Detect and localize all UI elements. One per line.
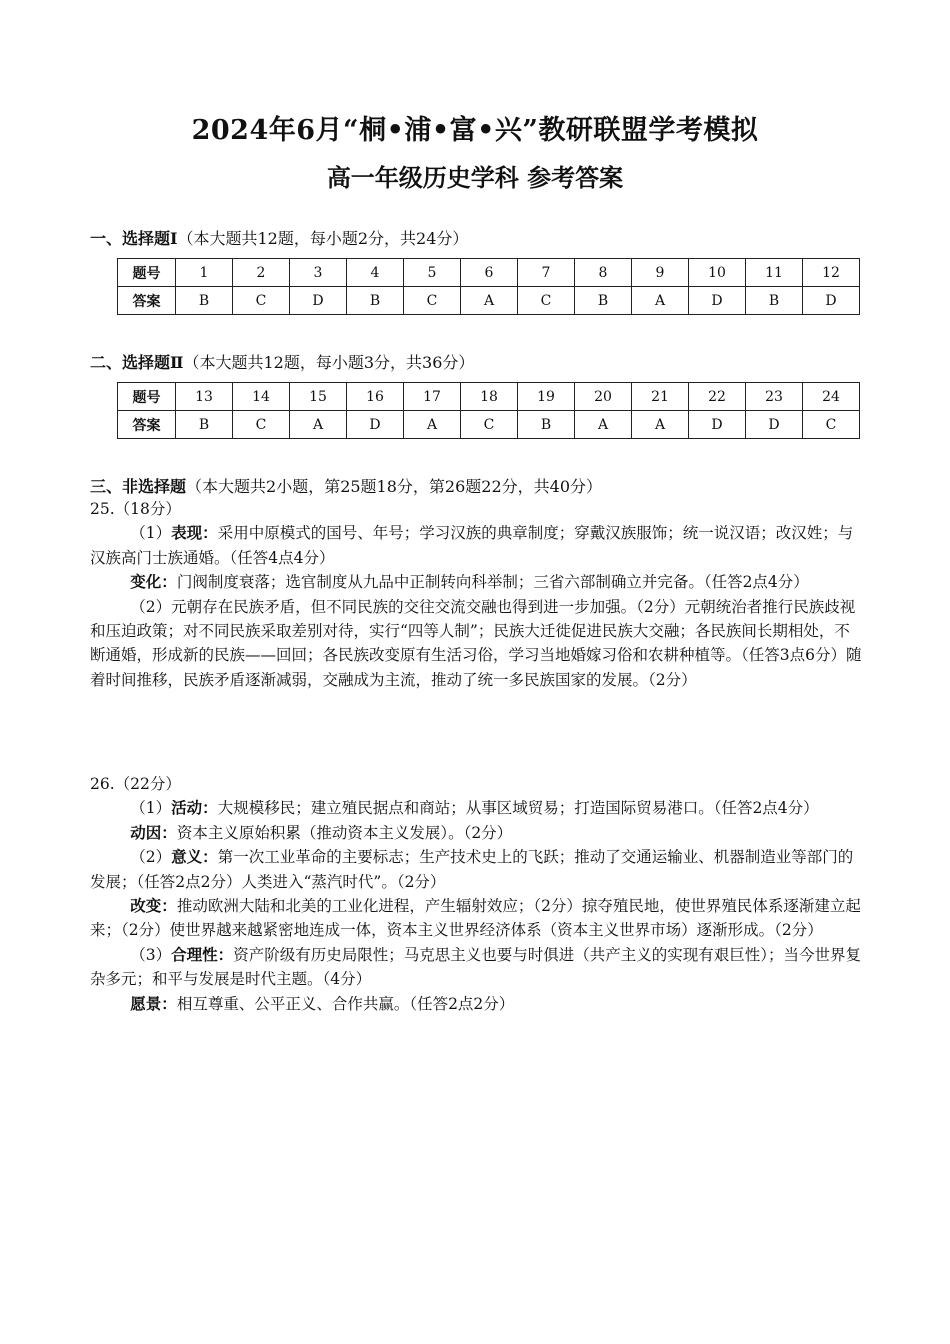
table-cell: C <box>461 411 518 439</box>
table-cell: 22 <box>689 383 746 411</box>
table-cell: B <box>746 287 803 315</box>
question-26-heading: 26.（22分） <box>90 775 181 793</box>
answer-text: 推动欧洲大陆和北美的工业化进程，产生辐射效应；（2分）掠夺殖民地，使世界殖民体系逐渐建立起来；（2分）使世界越来越紧密地连成一体，资本主义世界经济体系（资本主义世界市场）逐渐形成。（2分） <box>90 897 861 940</box>
table-cell: 23 <box>746 383 803 411</box>
section-2-label: 二、选择题Ⅱ <box>90 353 184 372</box>
table-cell: 14 <box>233 383 290 411</box>
table-cell: D <box>689 287 746 315</box>
part-number: （2） <box>130 848 172 867</box>
table-cell: C <box>233 411 290 439</box>
question-26-part-3-vision <box>90 992 862 1016</box>
table-cell: A <box>575 411 632 439</box>
answer-text: 门阀制度衰落；选官制度从九品中正制转向科举制；三省六部制确立并完备。（任答2点4分） <box>176 573 809 592</box>
answer-text: 相互尊重、公平正义、合作共赢。（任答2点2分） <box>176 994 515 1013</box>
answer-text: 资本主义原始积累（推动资本主义发展）。（2分） <box>176 823 513 842</box>
table-cell: 1 <box>176 259 233 287</box>
question-25-part-1 <box>90 521 862 570</box>
part-number: （1） <box>130 524 172 543</box>
table-row-answers <box>118 411 860 439</box>
table-cell: 7 <box>518 259 575 287</box>
section-1-label: 一、选择题Ⅰ <box>90 229 178 248</box>
keyword: 改变： <box>130 897 177 916</box>
table-cell: B <box>518 411 575 439</box>
page-title: 2024年6月“桐•浦•富•兴”教研联盟学考模拟 <box>191 115 759 146</box>
part-number: （3） <box>130 945 172 964</box>
question-26-part-2 <box>90 845 862 894</box>
keyword: 变化： <box>130 573 177 592</box>
row-header-answer: 答案 <box>118 287 176 315</box>
table-cell: 15 <box>290 383 347 411</box>
section-1-note: （本大题共12题，每小题2分，共24分） <box>177 229 469 248</box>
question-26-part-2-change <box>90 894 862 943</box>
table-cell: D <box>803 287 860 315</box>
table-cell: D <box>746 411 803 439</box>
table-cell: 2 <box>233 259 290 287</box>
keyword: 活动： <box>171 799 218 818</box>
table-cell: A <box>632 411 689 439</box>
row-header-answer: 答案 <box>118 411 176 439</box>
table-cell: 3 <box>290 259 347 287</box>
table-cell: 17 <box>404 383 461 411</box>
section-2-answer-table <box>117 382 860 439</box>
section-3-label: 三、非选择题 <box>90 477 187 496</box>
table-cell: C <box>233 287 290 315</box>
table-cell: 18 <box>461 383 518 411</box>
table-cell: D <box>347 411 404 439</box>
table-cell: 19 <box>518 383 575 411</box>
keyword: 动因： <box>130 823 177 842</box>
table-cell: 5 <box>404 259 461 287</box>
part-number: （1） <box>130 799 172 818</box>
table-cell: B <box>575 287 632 315</box>
table-cell: A <box>461 287 518 315</box>
table-cell: B <box>347 287 404 315</box>
table-row-numbers <box>118 259 860 287</box>
question-26-part-1-cause <box>90 821 862 845</box>
section-1-heading <box>90 226 468 249</box>
table-cell: B <box>176 411 233 439</box>
question-25-part-1-change <box>90 570 862 594</box>
keyword: 表现： <box>171 524 218 543</box>
table-cell: C <box>803 411 860 439</box>
question-26-part-3 <box>90 943 862 992</box>
table-cell: 6 <box>461 259 518 287</box>
table-row-numbers <box>118 383 860 411</box>
table-cell: 4 <box>347 259 404 287</box>
page-subtitle: 高一年级历史学科 参考答案 <box>326 163 624 192</box>
table-cell: C <box>404 287 461 315</box>
keyword: 合理性： <box>171 945 234 964</box>
table-cell: 12 <box>803 259 860 287</box>
table-cell: 13 <box>176 383 233 411</box>
table-cell: A <box>632 287 689 315</box>
table-cell: A <box>404 411 461 439</box>
table-cell: 20 <box>575 383 632 411</box>
keyword: 意义： <box>171 848 218 867</box>
section-1-answer-table <box>117 258 860 315</box>
section-3-heading <box>90 474 602 497</box>
answer-text: 资产阶级有历史局限性；马克思主义也要与时俱进（共产主义的实现有艰巨性）；当今世界复杂多元；和平与发展是时代主题。（4分） <box>90 945 861 989</box>
question-25-block <box>90 497 862 692</box>
table-cell: 24 <box>803 383 860 411</box>
table-cell: 8 <box>575 259 632 287</box>
answer-text: 大规模移民；建立殖民据点和商站；从事区域贸易；打造国际贸易港口。（任答2点4分） <box>217 799 819 818</box>
table-cell: 16 <box>347 383 404 411</box>
section-2-note: （本大题共12题，每小题3分，共36分） <box>183 353 475 372</box>
question-25-heading: 25.（18分） <box>90 500 181 518</box>
table-cell: 9 <box>632 259 689 287</box>
question-26-part-1 <box>90 796 862 820</box>
table-cell: 11 <box>746 259 803 287</box>
table-row-answers <box>118 287 860 315</box>
question-26-block <box>90 772 862 1016</box>
section-2-heading <box>90 350 474 373</box>
row-header-question: 题号 <box>118 383 176 411</box>
table-cell: B <box>176 287 233 315</box>
table-cell: A <box>290 411 347 439</box>
keyword: 愿景： <box>130 994 177 1013</box>
table-cell: D <box>689 411 746 439</box>
row-header-question: 题号 <box>118 259 176 287</box>
table-cell: 10 <box>689 259 746 287</box>
answer-text: 采用中原模式的国号、年号；学习汉族的典章制度；穿戴汉族服饰；统一说汉语；改汉姓；与汉族高门士族通婚。（任答4点4分） <box>90 524 854 567</box>
answer-text: 第一次工业革命的主要标志；生产技术史上的飞跃；推动了交通运输业、机器制造业等部门的发展；（任答2点2分）人类进入“蒸汽时代”。（2分） <box>90 848 854 891</box>
question-25-part-2: （2）元朝存在民族矛盾，但不同民族的交往交流交融也得到进一步加强。（2分）元朝统治者推行民族歧视和压迫政策；对不同民族采取差别对待，实行“四等人制”；民族大迁徙促进民族大交融；各民族间长期相处，不断通婚，形成新的民族——回回；各民族改变原有生活习俗，学习当地婚嫁习俗和农耕种植等。（任答3点6分）随着时间推移，民族矛盾逐渐减弱，交融成为主流，推动了统一多民族国家的发展。（2分） <box>90 597 862 689</box>
table-cell: D <box>290 287 347 315</box>
table-cell: 21 <box>632 383 689 411</box>
section-3-note: （本大题共2小题，第25题18分，第26题22分，共40分） <box>186 477 602 496</box>
table-cell: C <box>518 287 575 315</box>
